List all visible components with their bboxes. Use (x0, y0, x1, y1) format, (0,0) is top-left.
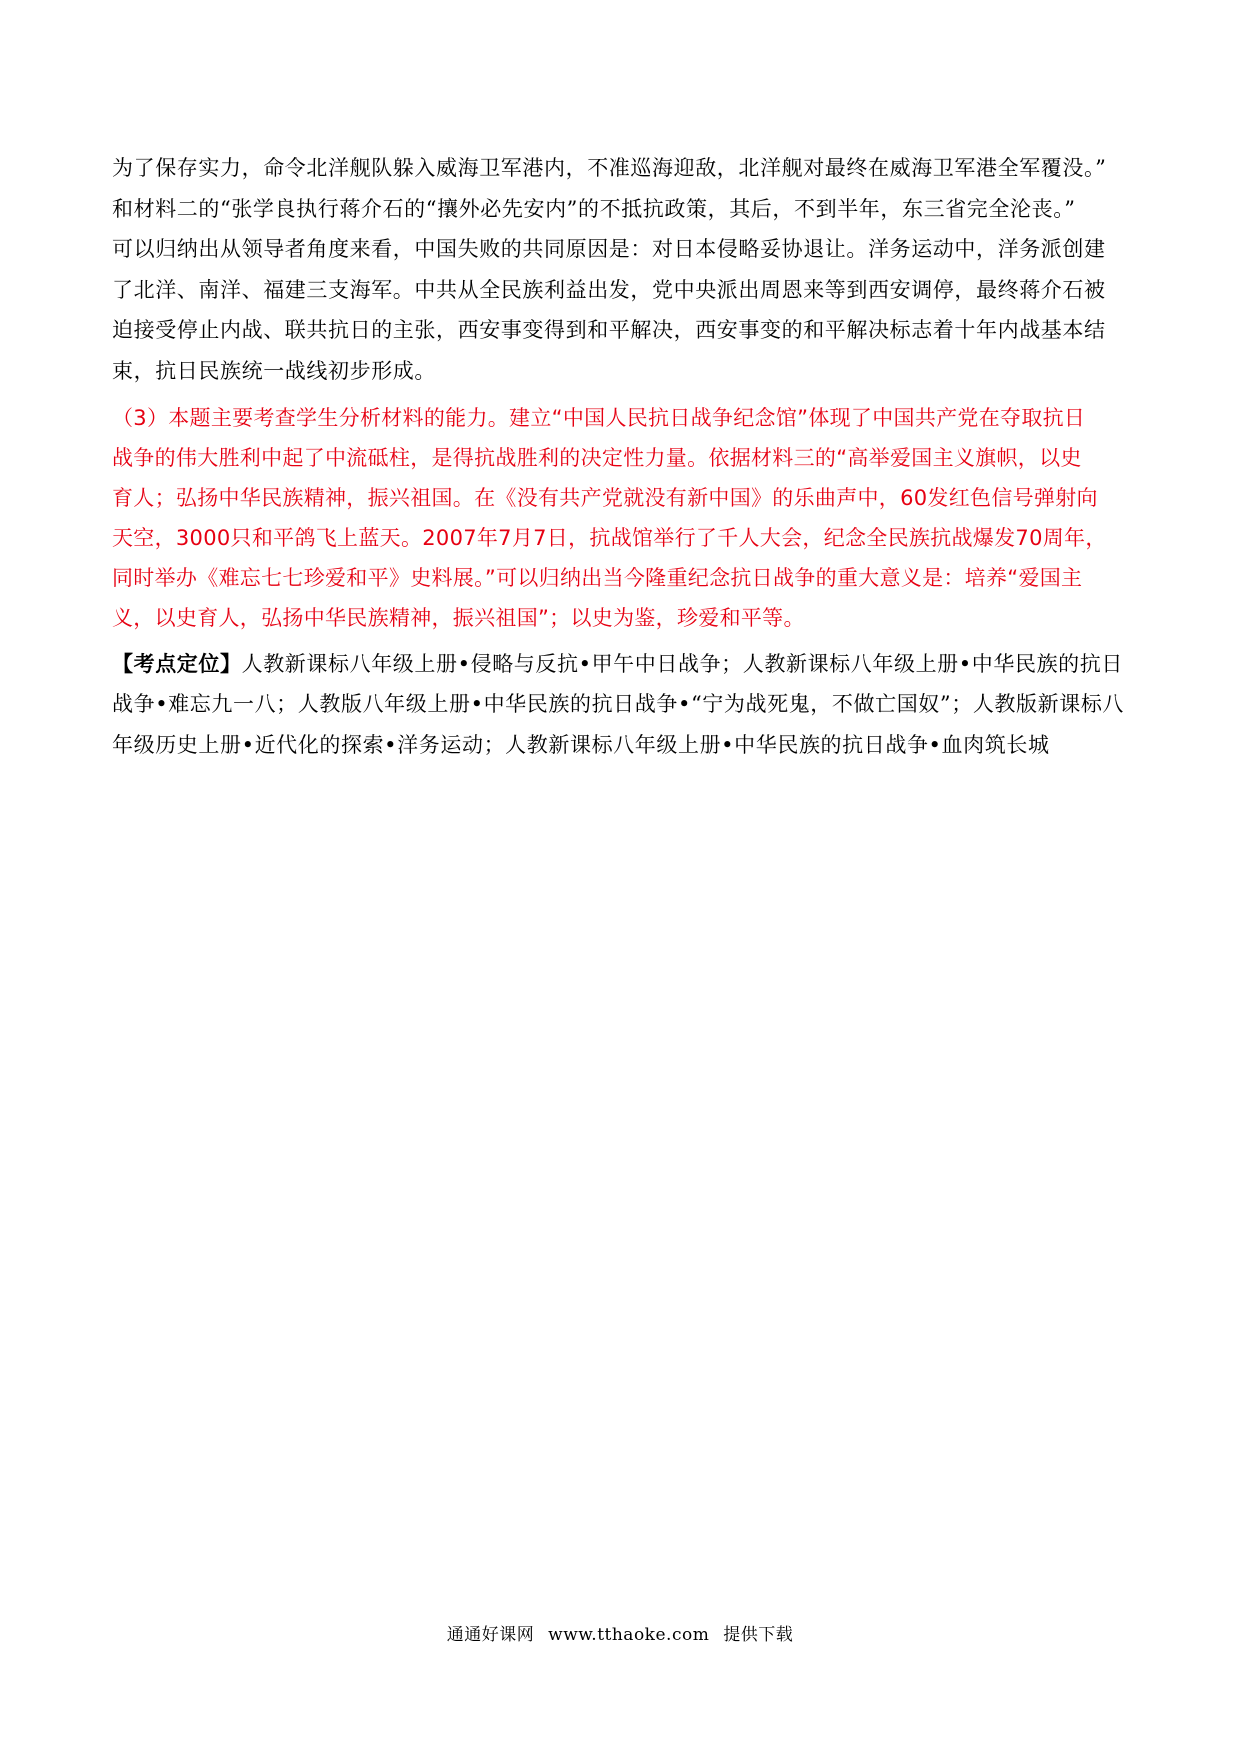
answer-part-3 (112, 398, 1128, 638)
answer-line: 和材料二的“张学良执行蒋介石的“攘外必先安内”的不抵抗政策，其后，不到半年，东三省完全沦丧。” (112, 196, 1076, 221)
kaodian-text: 人教新课标八年级上册•侵略与反抗•甲午中日战争；人教新课标八年级上册•中华民族的抗日 (241, 651, 1123, 676)
answer-line-red: 同时举办《难忘七七珍爱和平》史料展。”可以归纳出当今隆重纪念抗日战争的重大意义是：培养“爱国主 (112, 565, 1083, 590)
answer-line: 束，抗日民族统一战线初步形成。 (112, 358, 436, 383)
answer-line-red: 天空，3000只和平鸽飞上蓝天。2007年7月7日，抗战馆举行了千人大会，纪念全民族抗战爆发70周年， (112, 525, 1107, 550)
kaodian-section (112, 644, 1128, 766)
footer-suffix: 提供下载 (723, 1625, 794, 1645)
answer-line-red: 义，以史育人，弘扬中华民族精神，振兴祖国”；以史为鉴，珍爱和平等。 (112, 605, 805, 630)
answer-line-red: （3）本题主要考查学生分析材料的能力。建立“中国人民抗日战争纪念馆”体现了中国共产党在夺取抗日 (112, 405, 1086, 430)
footer-site-name: 通通好课网 (446, 1625, 535, 1645)
footer-url[interactable]: www.tthaoke.com (548, 1625, 710, 1645)
kaodian-line: 战争•难忘九一八；人教版八年级上册•中华民族的抗日战争•“宁为战死鬼，不做亡国奴”；人教版新课标八 (112, 692, 1125, 717)
kaodian-label: 【考点定位】 (112, 650, 242, 676)
answer-line: 迫接受停止内战、联共抗日的主张，西安事变得到和平解决，西安事变的和平解决标志着十年内战基本结 (112, 318, 1106, 343)
answer-line-red: 战争的伟大胜利中起了中流砥柱，是得抗战胜利的决定性力量。依据材料三的“高举爱国主义旗帜，以史 (112, 445, 1082, 470)
answer-line: 可以归纳出从领导者角度来看，中国失败的共同原因是：对日本侵略妥协退让。洋务运动中，洋务派创建 (112, 237, 1106, 262)
answer-body (112, 148, 1128, 765)
answer-line: 了北洋、南洋、福建三支海军。中共从全民族利益出发，党中央派出周恩来等到西安调停，最终蒋介石被 (112, 277, 1106, 302)
kaodian-line: 年级历史上册•近代化的探索•洋务运动；人教新课标八年级上册•中华民族的抗日战争•血肉筑长城 (112, 732, 1050, 757)
answer-part-2 (112, 148, 1128, 392)
answer-line: 为了保存实力，命令北洋舰队躲入威海卫军港内，不准巡海迎敌，北洋舰对最终在威海卫军港全军覆没。” (112, 156, 1107, 180)
page-footer (0, 1620, 1240, 1645)
kaodian-line (112, 644, 1128, 685)
answer-line-red: 育人；弘扬中华民族精神，振兴祖国。在《没有共产党就没有新中国》的乐曲声中，60发红色信号弹射向 (112, 485, 1098, 510)
